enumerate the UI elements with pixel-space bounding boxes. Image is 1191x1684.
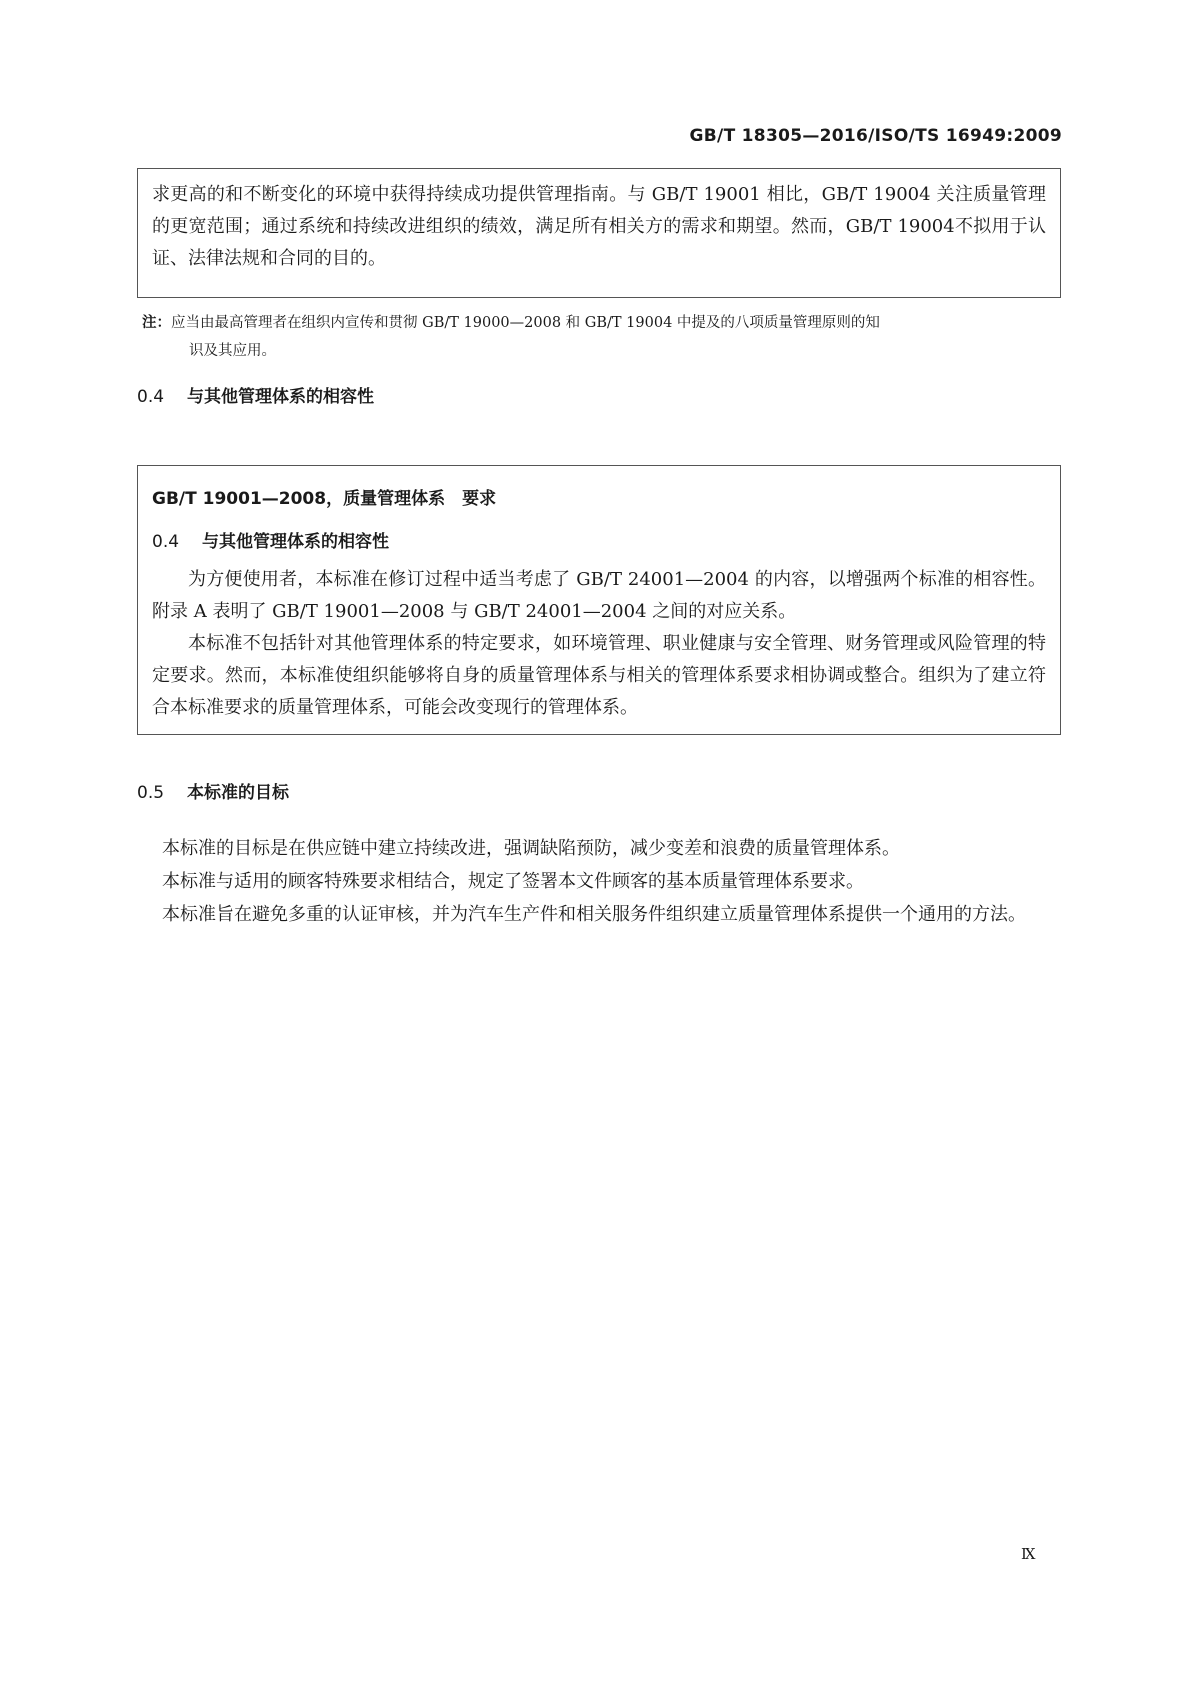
quoted-text-box-2	[137, 465, 1061, 735]
note-text-continued: 识及其应用。	[189, 343, 276, 359]
section-heading-0-5	[137, 778, 289, 803]
section-number: 0.5	[137, 783, 165, 803]
body-paragraph: 本标准的目标是在供应链中建立持续改进，强调缺陷预防，减少变差和浪费的质量管理体系。	[162, 838, 900, 859]
page-number: Ⅸ	[1021, 1545, 1036, 1563]
body-paragraph: 本标准旨在避免多重的认证审核，并为汽车生产件和相关服务件组织建立质量管理体系提供一个通用的方法。	[162, 904, 1026, 925]
section-number: 0.4	[137, 387, 165, 407]
note	[142, 309, 1060, 365]
note-text: 应当由最高管理者在组织内宣传和贯彻 GB/T 19000—2008 和 GB/T 19004 中提及的八项质量管理原则的知	[171, 315, 880, 331]
subsection-number: 0.4	[152, 532, 180, 552]
quoted-text-box-1	[137, 168, 1061, 298]
section-title: 本标准的目标	[187, 783, 289, 803]
quoted-paragraph: 本标准不包括针对其他管理体系的特定要求，如环境管理、职业健康与安全管理、财务管理或风险管理的特定要求。然而，本标准使组织能够将自身的质量管理体系与相关的管理体系要求相协调或整合。组织为了建立符合本标准要求的质量管理体系，可能会改变现行的管理体系。	[152, 633, 1046, 718]
subsection-title: 与其他管理体系的相容性	[202, 532, 389, 552]
quoted-paragraph: 为方便使用者，本标准在修订过程中适当考虑了 GB/T 24001—2004 的内容，以增强两个标准的相容性。附录 A 表明了 GB/T 19001—2008 与 GB/T 24001—2004 之间的对应关系。	[152, 569, 1046, 622]
section-title: 与其他管理体系的相容性	[187, 387, 374, 407]
quoted-subsection-heading	[152, 527, 1046, 552]
quoted-paragraph: 求更高的和不断变化的环境中获得持续成功提供管理指南。与 GB/T 19001 相比，GB/T 19004 关注质量管理的更宽范围；通过系统和持续改进组织的绩效，满足所有相关方的需求和期望。然而，GB/T 19004不拟用于认证、法律法规和合同的目的。	[152, 184, 1046, 269]
section-body	[126, 832, 1061, 931]
standard-header: GB/T 18305—2016/ISO/TS 16949:2009	[689, 126, 1062, 146]
body-paragraph: 本标准与适用的顾客特殊要求相结合，规定了签署本文件顾客的基本质量管理体系要求。	[162, 871, 864, 892]
section-heading-0-4	[137, 382, 374, 407]
note-label: 注：	[142, 315, 171, 331]
quoted-standard-title: GB/T 19001—2008，质量管理体系 要求	[152, 489, 497, 509]
